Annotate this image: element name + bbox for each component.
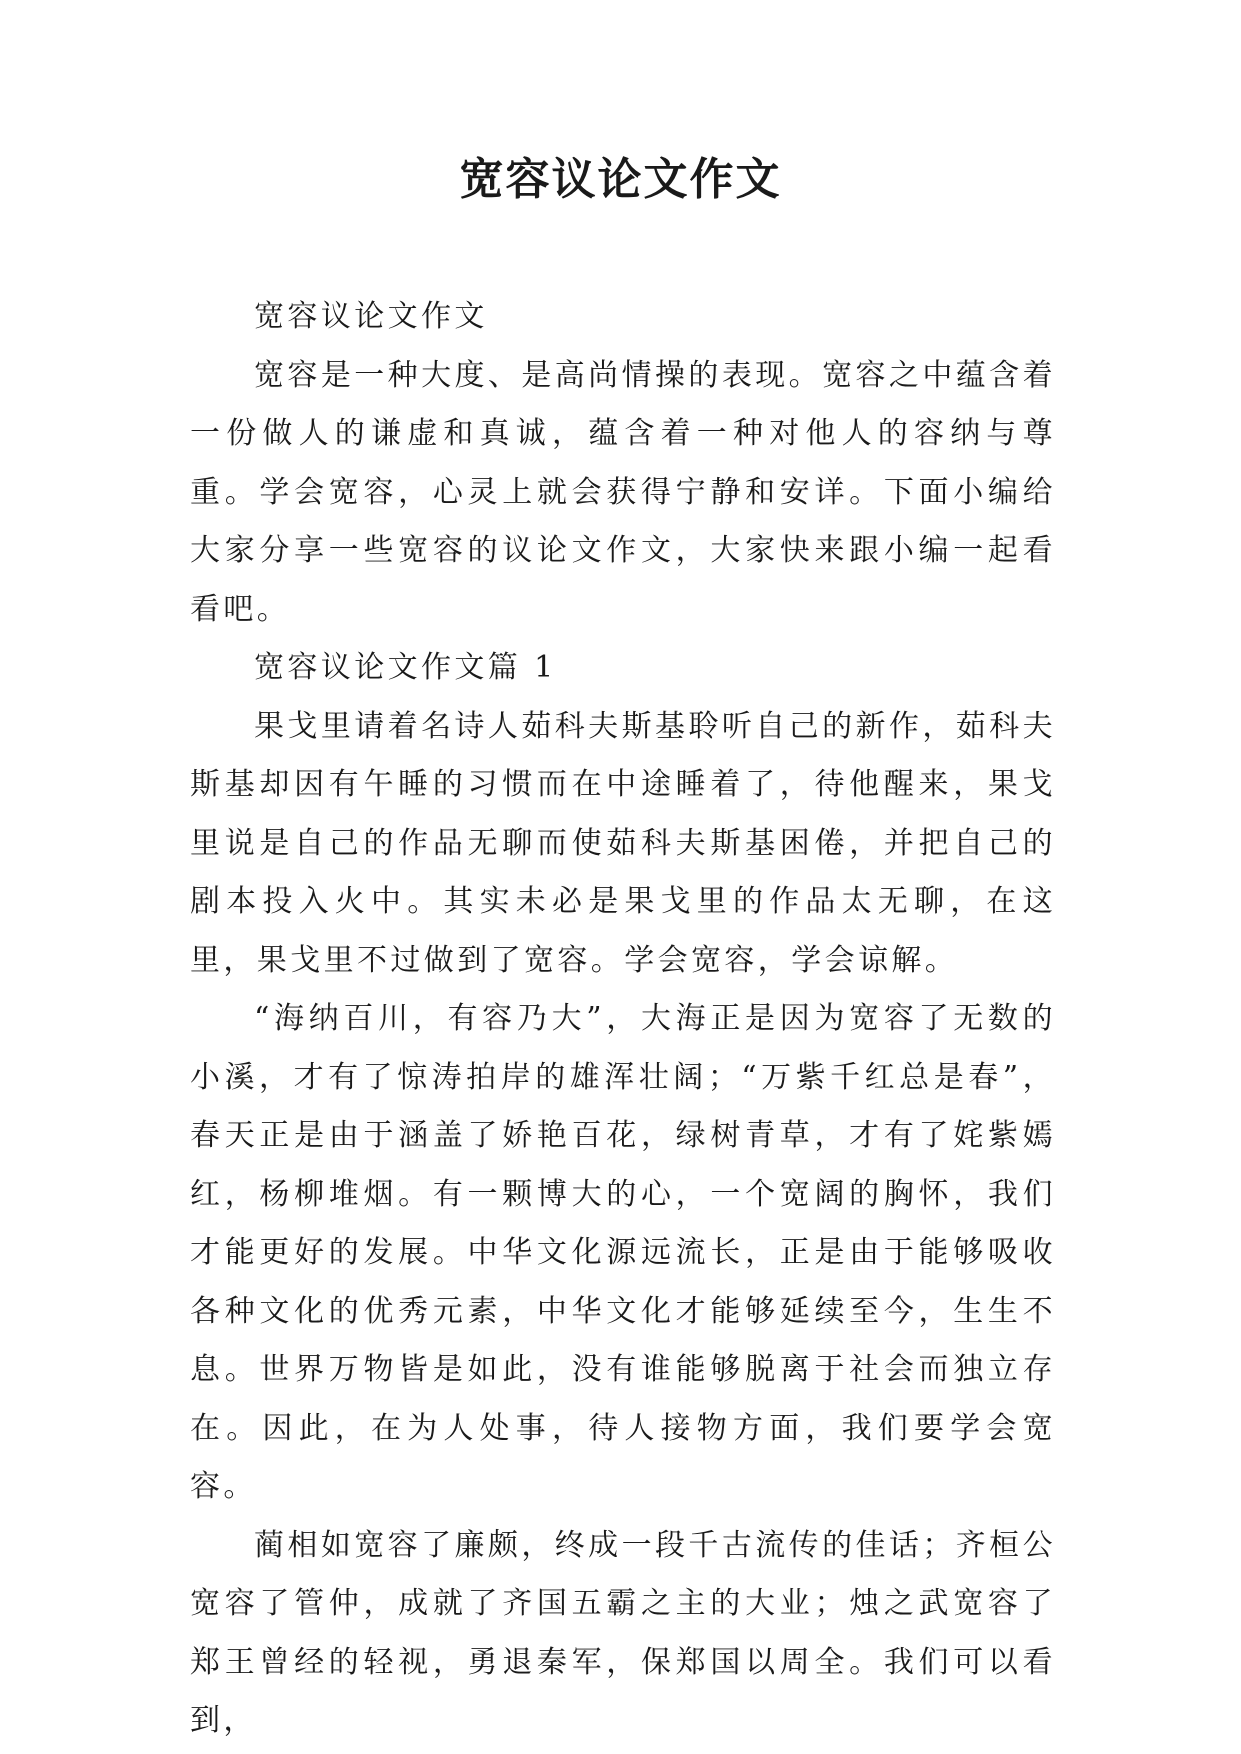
paragraph-subtitle: 宽容议论文作文 bbox=[254, 299, 488, 334]
paragraph-lin-xiangru: 蔺相如宽容了廉颇，终成一段千古流传的佳话；齐桓公宽容了管仲，成就了齐国五霸之主的大业；烛之武宽容了郑王曾经的轻视，勇退秦军，保郑国以周全。我们可以看到， bbox=[190, 1527, 1056, 1738]
paragraph-intro: 宽容是一种大度、是高尚情操的表现。宽容之中蕴含着一份做人的谦虚和真诚，蕴含着一种对他人的容纳与尊重。学会宽容，心灵上就会获得宁静和安详。下面小编给大家分享一些宽容的议论文作文，大家快来跟小编一起看看吧。 bbox=[190, 357, 1056, 627]
paragraph-section-heading: 宽容议论文作文篇 1 bbox=[254, 650, 557, 685]
paragraph-gogol: 果戈里请着名诗人茹科夫斯基聆听自己的新作，茹科夫斯基却因有午睡的习惯而在中途睡着了，待他醒来，果戈里说是自己的作品无聊而使茹科夫斯基困倦，并把自己的剧本投入火中。其实未必是果戈里的作品太无聊，在这里，果戈里不过做到了宽容。学会宽容，学会谅解。 bbox=[190, 708, 1056, 978]
paragraph-ocean: “海纳百川，有容乃大”，大海正是因为宽容了无数的小溪，才有了惊涛拍岸的雄浑壮阔；“万紫千红总是春”，春天正是由于涵盖了娇艳百花，绿树青草，才有了姹紫嫣红，杨柳堆烟。有一颗博大的心，一个宽阔的胸怀，我们才能更好的发展。中华文化源远流长，正是由于能够吸收各种文化的优秀元素，中华文化才能够延续至今，生生不息。世界万物皆是如此，没有谁能够脱离于社会而独立存在。因此，在为人处事，待人接物方面，我们要学会宽容。 bbox=[190, 1001, 1056, 1504]
document-body bbox=[190, 288, 1056, 1751]
document-title: 宽容议论文作文 bbox=[459, 154, 782, 205]
